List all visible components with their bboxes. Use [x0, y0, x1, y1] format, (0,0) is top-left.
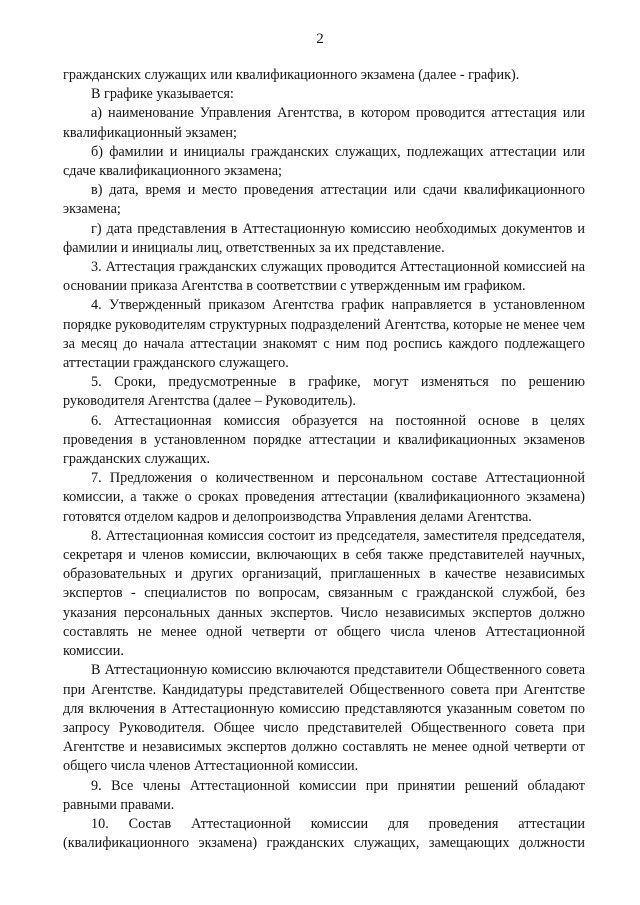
paragraph-schedule-intro: В графике указывается:: [91, 86, 234, 103]
paragraph-10: 10. Состав Аттестационной комиссии для проведения аттестации (квалификационного экзамена) гражданских служащих, замещающих должности: [63, 815, 585, 852]
paragraph-item-v: в) дата, время и место проведения аттестации или сдачи квалификационного экзамена;: [63, 182, 585, 218]
document-body: [63, 66, 585, 853]
paragraph-7: 7. Предложения о количественном и персональном составе Аттестационной комиссии, а также о сроках проведения аттестации (квалификационного экзамена) готовятся отделом кадров и делопроизводства Управления делами Агентства.: [63, 470, 585, 525]
paragraph-6: 6. Аттестационная комиссия образуется на постоянной основе в целях проведения в установленном порядке аттестации и квалификационных экзаменов гражданских служащих.: [63, 412, 585, 468]
paragraph-8: 8. Аттестационная комиссия состоит из председателя, заместителя председателя, секретаря и членов комиссии, включающих в себя также представителей научных, образовательных и других организаций, приглашенных в качестве независимых экспертов - специалистов по вопросам, связанным с гражданской службой, без указания персональных данных экспертов. Число независимых экспертов должно составлять не менее одной четверти от общего числа членов Аттестационной комиссии.: [63, 527, 585, 660]
page-number: 2: [316, 31, 324, 47]
paragraph-item-a: а) наименование Управления Агентства, в котором проводится аттестация или квалификационный экзамен;: [63, 105, 585, 141]
paragraph-item-g: г) дата представления в Аттестационную комиссию необходимых документов и фамилии и инициалы лиц, ответственных за их представление.: [63, 220, 585, 256]
paragraph-8-continued: В Аттестационную комиссию включаются представители Общественного совета при Агентстве. Кандидатуры представителей Общественного совета при Агентстве для включения в Аттестационную комиссию представляются указанным советом по запросу Руководителя. Общее число представителей Общественного совета при Агентстве и независимых экспертов должно составлять не менее одной четверти от общего числа членов Аттестационной комиссии.: [63, 662, 585, 775]
paragraph-4: 4. Утвержденный приказом Агентства график направляется в установленном порядке руководителям структурных подразделений Агентства, которые не менее чем за месяц до начала аттестации знакомят с ним под роспись каждого подлежащего аттестации гражданского служащего.: [63, 297, 585, 372]
paragraph-continuation: гражданских служащих или квалификационного экзамена (далее - график).: [63, 67, 520, 83]
paragraph-item-b: б) фамилии и инициалы гражданских служащих, подлежащих аттестации или сдаче квалификационного экзамена;: [63, 143, 585, 180]
paragraph-9: 9. Все члены Аттестационной комиссии при принятии решений обладают равными правами.: [63, 777, 585, 813]
paragraph-3: 3. Аттестация гражданских служащих проводится Аттестационной комиссией на основании приказа Агентства в соответствии с утвержденным им графиком.: [63, 259, 585, 295]
paragraph-5: 5. Сроки, предусмотренные в графике, могут изменяться по решению руководителя Агентства (далее – Руководитель).: [63, 374, 585, 410]
